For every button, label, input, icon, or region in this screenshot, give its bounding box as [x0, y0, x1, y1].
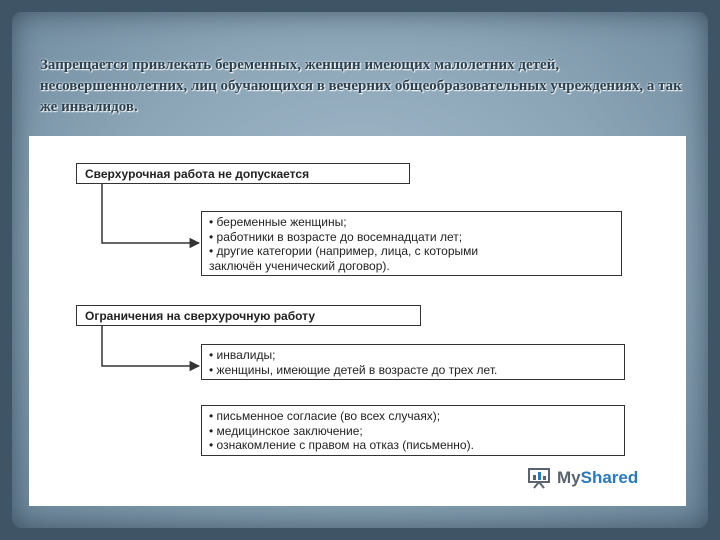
- section2-list-box: [201, 344, 625, 380]
- section2-item: • женщины, имеющие детей в возрасте до трех лет.: [209, 362, 498, 377]
- slide-heading: Запрещается привлекать беременных, женщин имеющих малолетних детей, несовершеннолетних, лиц обучающихся в вечерних общеобразовательных учреждениях, а так же инвалидов.: [40, 57, 682, 115]
- condition-item: • ознакомление с правом на отказ (письменно).: [209, 438, 474, 452]
- section1-item: заключён ученический договор).: [209, 258, 390, 273]
- section2-title: Ограничения на сверхурочную работу: [85, 309, 316, 323]
- diagram-panel: [29, 136, 686, 506]
- condition-item: • письменное согласие (во всех случаях);: [209, 409, 441, 423]
- section2-conditions-box: [201, 405, 625, 456]
- presentation-board-icon: [527, 467, 551, 489]
- section1-item: • беременные женщины;: [209, 215, 347, 229]
- section1-title: Сверхурочная работа не допускается: [85, 167, 310, 181]
- condition-item: • медицинское заключение;: [209, 423, 363, 438]
- section2-item: • инвалиды;: [209, 348, 276, 362]
- section2-title-box: [76, 305, 421, 326]
- section1-item: • работники в возрасте до восемнадцати лет;: [209, 229, 463, 244]
- connector-arrow-1: [102, 184, 199, 243]
- section1-item: • другие категории (например, лица, с которыми: [209, 244, 479, 258]
- section1-title-box: [76, 163, 410, 184]
- watermark-text: MyShared: [557, 468, 639, 487]
- connector-arrow-2: [102, 326, 199, 366]
- myshared-watermark: [527, 466, 638, 490]
- section1-list-box: [201, 211, 622, 276]
